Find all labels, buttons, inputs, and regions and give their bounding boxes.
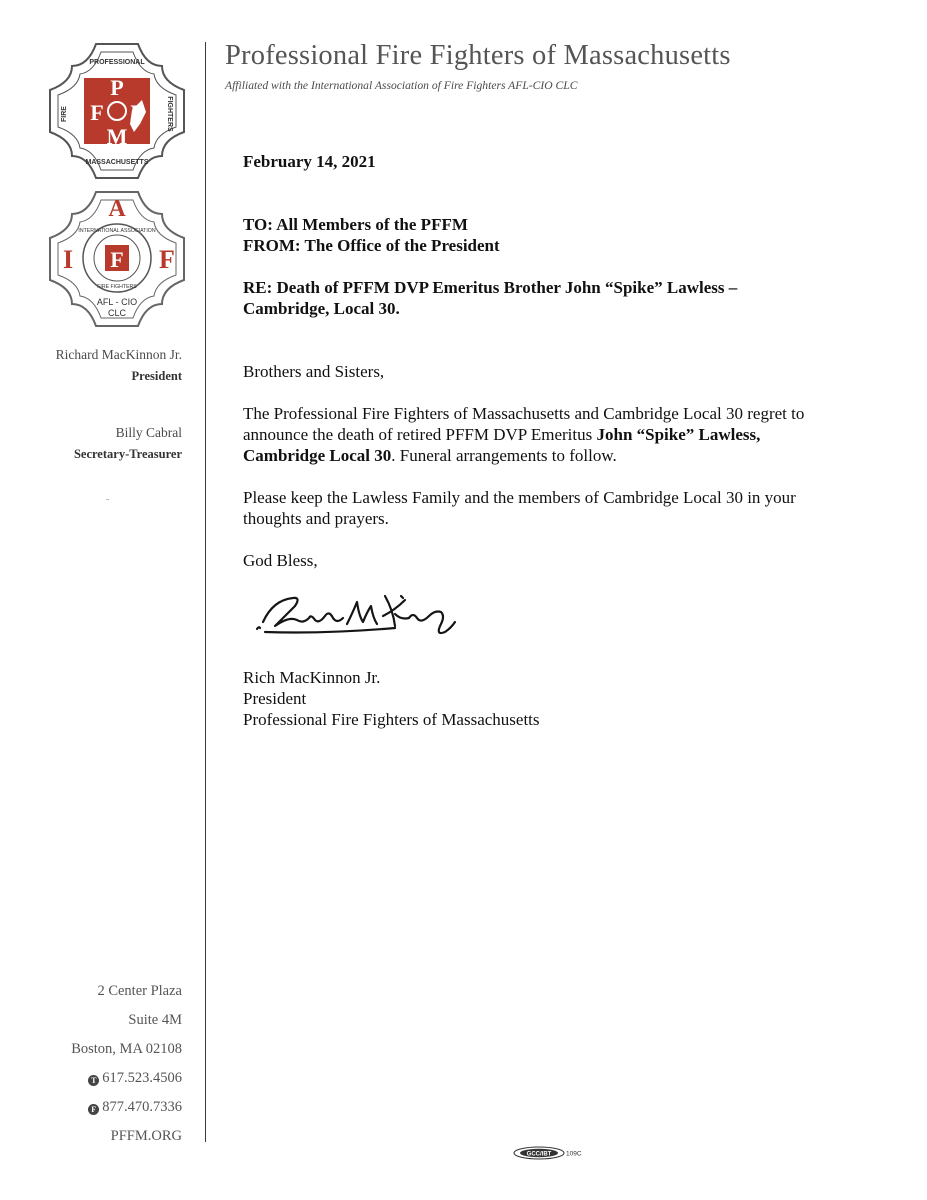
- pffm-ring-bottom: MASSACHUSETTS: [85, 159, 149, 166]
- deceased-local: Cambridge Local 30: [243, 446, 392, 465]
- iaff-afl-cio: AFL - CIO: [96, 297, 138, 307]
- pffm-letter-p: P: [110, 75, 124, 100]
- signer-organization: Professional Fire Fighters of Massachusetts: [243, 710, 540, 729]
- iaff-letter-top: A: [108, 196, 126, 222]
- union-bug-code: 109C: [566, 1150, 582, 1158]
- fax-line: [88, 1099, 182, 1116]
- iaff-ring-top: INTERNATIONAL ASSOCIATION: [78, 228, 156, 234]
- pffm-letter-m: M: [106, 124, 128, 149]
- paragraph2-line2: thoughts and prayers.: [243, 509, 389, 528]
- officer-name-secretary: Billy Cabral: [115, 425, 182, 440]
- iaff-letter-left: I: [62, 245, 74, 274]
- affiliation-line: Affiliated with the International Association of Fire Fighters AFL-CIO CLC: [225, 79, 578, 92]
- letter-from: FROM: The Office of the President: [243, 236, 500, 255]
- pffm-logo: [46, 40, 188, 182]
- letter-re-line2: Cambridge, Local 30.: [243, 299, 400, 318]
- closing: God Bless,: [243, 551, 318, 570]
- pffm-ring-left: FIRE: [61, 106, 68, 122]
- pffm-letter-f2: F: [130, 100, 144, 125]
- paragraph1-line2-text: announce the death of retired PFFM DVP Emeritus: [243, 425, 597, 444]
- sidebar-divider: [205, 42, 206, 1142]
- iaff-clc: CLC: [107, 308, 127, 318]
- union-bug: [513, 1146, 583, 1160]
- iaff-letter-right: F: [159, 245, 175, 274]
- union-bug-label: GCC/IBT: [526, 1151, 552, 1158]
- fax-number: 877.470.7336: [102, 1099, 182, 1115]
- organization-name: Professional Fire Fighters of Massachusetts: [225, 40, 731, 71]
- pffm-letter-f1: F: [90, 100, 104, 125]
- handwritten-signature: [245, 582, 460, 652]
- iaff-logo: [46, 190, 188, 330]
- officer-title-president: President: [131, 369, 182, 383]
- salutation: Brothers and Sisters,: [243, 362, 385, 381]
- address-line3: Boston, MA 02108: [71, 1041, 182, 1057]
- letter-date: February 14, 2021: [243, 152, 376, 171]
- paragraph1-line3: [243, 445, 617, 466]
- letter-re-line1: RE: Death of PFFM DVP Emeritus Brother John “Spike” Lawless –: [243, 278, 738, 297]
- officer-name-president: Richard MacKinnon Jr.: [55, 347, 182, 362]
- fax-icon: F: [88, 1104, 99, 1115]
- paragraph1-line3-text: . Funeral arrangements to follow.: [391, 446, 617, 465]
- scan-speck: [106, 499, 109, 500]
- signer-name: Rich MacKinnon Jr.: [243, 668, 381, 687]
- paragraph1-line1: The Professional Fire Fighters of Massachusetts and Cambridge Local 30 regret to: [243, 404, 805, 423]
- phone-icon: T: [88, 1075, 99, 1086]
- pffm-ring-top: PROFESSIONAL: [89, 59, 145, 66]
- paragraph1-line2: [243, 424, 760, 445]
- deceased-name: John “Spike” Lawless,: [596, 425, 761, 444]
- phone-number: 617.523.4506: [102, 1070, 182, 1086]
- address-line1: 2 Center Plaza: [97, 983, 182, 999]
- address-line2: Suite 4M: [128, 1012, 182, 1028]
- website: PFFM.ORG: [110, 1128, 182, 1144]
- paragraph2-line1: Please keep the Lawless Family and the members of Cambridge Local 30 in your: [243, 488, 796, 507]
- officer-title-secretary: Secretary-Treasurer: [73, 447, 182, 461]
- pffm-ring-right: FIGHTERS: [166, 96, 173, 132]
- signer-title: President: [243, 689, 307, 708]
- iaff-ring-bottom: FIRE FIGHTERS: [97, 284, 137, 290]
- letter-to: TO: All Members of the PFFM: [243, 215, 468, 234]
- iaff-letter-center: F: [110, 247, 124, 272]
- phone-line: [88, 1070, 182, 1087]
